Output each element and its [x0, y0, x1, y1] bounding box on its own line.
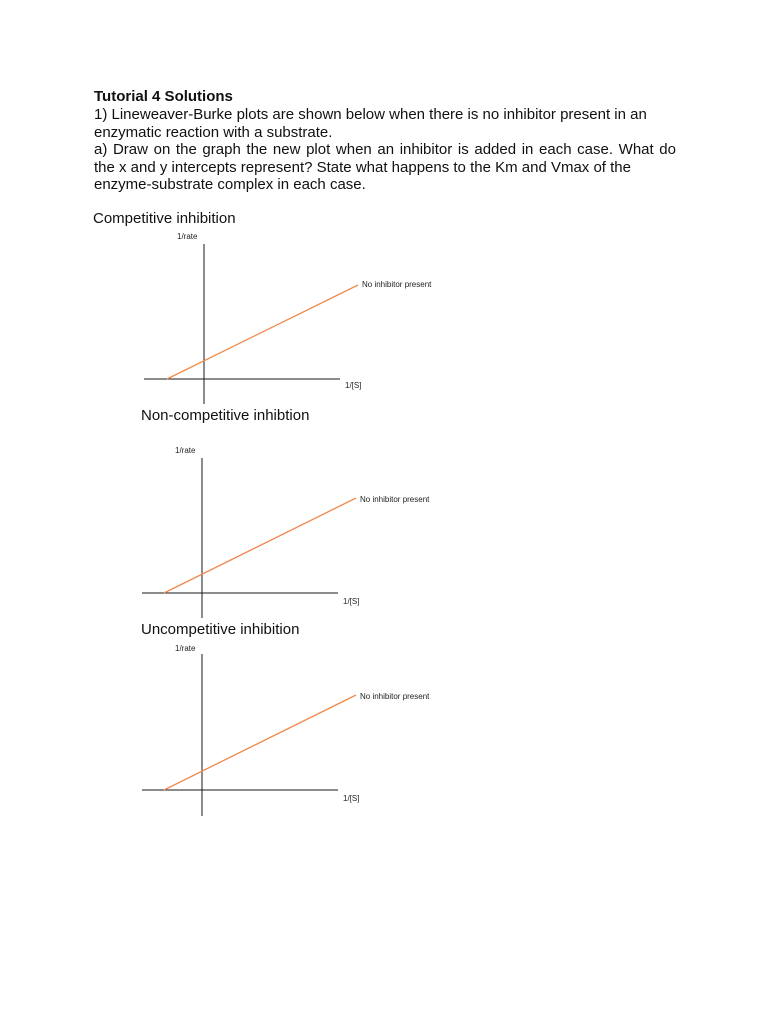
- non-competitive-chart: [130, 442, 460, 632]
- document-title: Tutorial 4 Solutions: [94, 88, 233, 105]
- question-intro: 1) Lineweaver-Burke plots are shown below when there is no inhibitor present in an enzymatic reaction with a substrate.: [94, 106, 647, 141]
- uncompetitive-heading: Uncompetitive inhibition: [141, 621, 300, 638]
- uncompetitive-chart: [130, 638, 460, 828]
- x-axis-label: 1/[S]: [343, 597, 360, 606]
- series-label: No inhibitor present: [360, 495, 430, 504]
- y-axis-label: 1/rate: [177, 232, 198, 241]
- x-axis-label: 1/[S]: [343, 794, 360, 803]
- y-axis-label: 1/rate: [175, 446, 196, 455]
- y-axis-label: 1/rate: [175, 644, 196, 653]
- x-axis-label: 1/[S]: [345, 381, 362, 390]
- no-inhibitor-line: [164, 498, 356, 593]
- question-part-a-end: enzyme-substrate complex in each case.: [94, 176, 366, 193]
- competitive-chart: [130, 228, 460, 418]
- non-competitive-heading: Non-competitive inhibtion: [141, 407, 310, 424]
- series-label: No inhibitor present: [362, 280, 432, 289]
- question-part-a: [94, 141, 676, 194]
- no-inhibitor-line: [164, 695, 356, 790]
- question-part-a-text: a) Draw on the graph the new plot when an inhibitor is added in each case. What do the x and y intercepts represent? State what happens to the Km and Vmax of the: [94, 141, 676, 176]
- competitive-heading: Competitive inhibition: [93, 210, 236, 227]
- no-inhibitor-line: [167, 285, 358, 379]
- series-label: No inhibitor present: [360, 692, 430, 701]
